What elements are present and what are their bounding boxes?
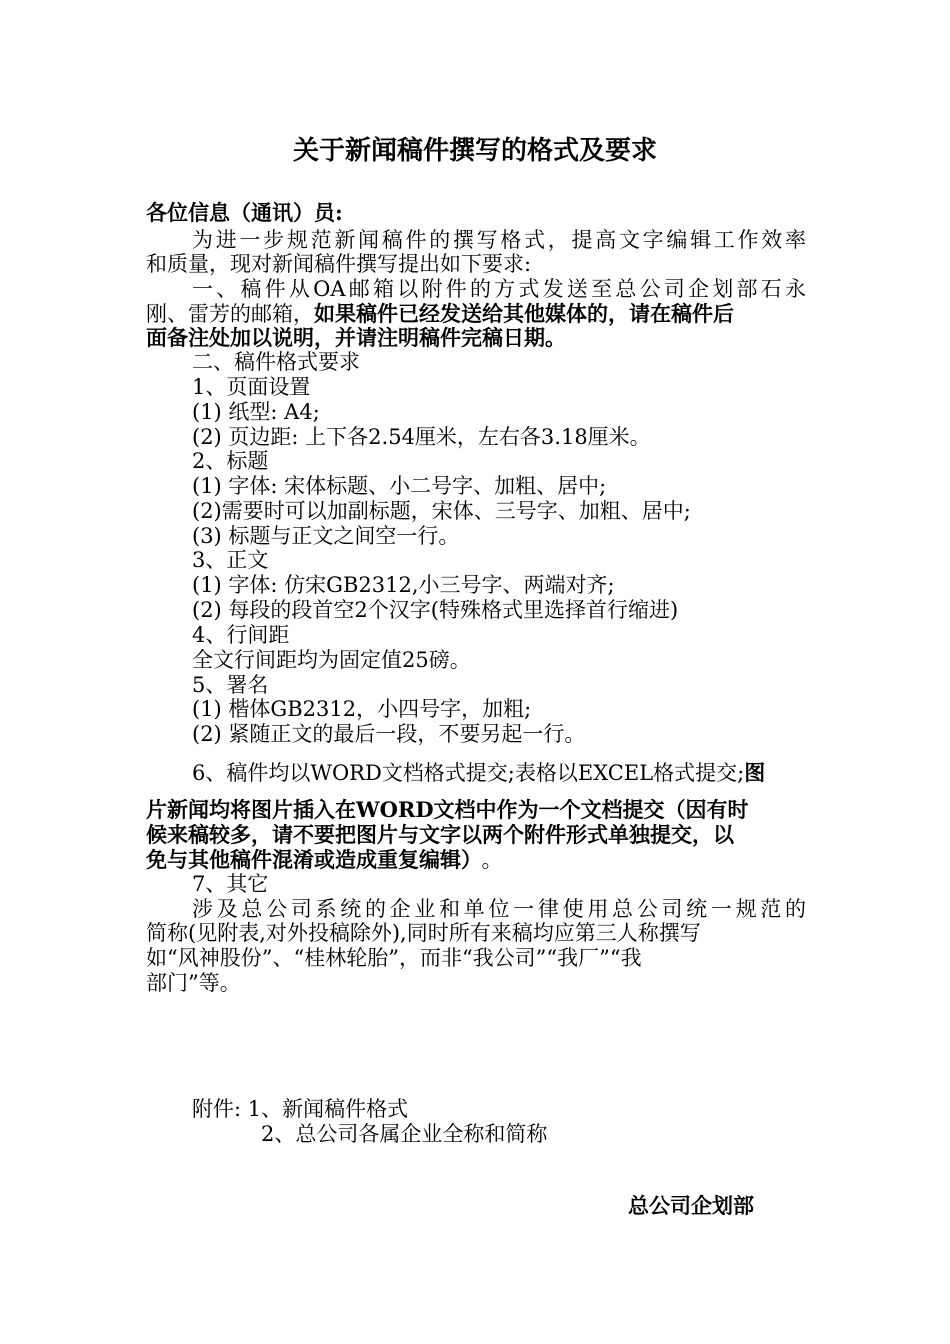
- item7-line-4: 部门”等。: [146, 971, 241, 995]
- item6-line-1-bold: 图: [744, 760, 766, 785]
- item7-line-3: 如“风神股份”、“桂林轮胎”，而非“我公司”“我厂”“我: [146, 946, 642, 970]
- attachments-line-2: 2、总公司各属企业全称和简称: [261, 1122, 548, 1146]
- spacing-heading: 4、行间距: [192, 623, 290, 647]
- intro-line-2: 和质量，现对新闻稿件撰写提出如下要求:: [146, 252, 532, 276]
- signature-format-item-2: (2) 紧随正文的最后一段，不要另起一行。: [192, 722, 586, 746]
- salutation: 各位信息（通讯）员:: [146, 200, 343, 225]
- signature-format-heading: 5、署名: [192, 673, 269, 697]
- document-title: 关于新闻稿件撰写的格式及要求: [292, 136, 657, 166]
- item6-line-2: 片新闻均将图片插入在WORD文档中作为一个文档提交（因有时: [146, 797, 749, 822]
- item6-line-3: 候来稿较多，请不要把图片与文字以两个附件形式单独提交，以: [146, 822, 734, 847]
- page-setup-item-2: (2) 页边距: 上下各2.54厘米，左右各3.18厘米。: [192, 425, 651, 449]
- section1-line-2-plain: 刚、雷芳的邮箱，: [146, 302, 314, 326]
- title-format-item-1: (1) 字体: 宋体标题、小二号字、加粗、居中;: [192, 474, 607, 498]
- title-format-item-2: (2)需要时可以加副标题，宋体、三号字、加粗、居中;: [192, 499, 691, 523]
- section2-heading: 二、稿件格式要求: [192, 350, 360, 374]
- item7-line-1: 涉及总公司系统的企业和单位一律使用总公司统一规范的: [192, 897, 806, 921]
- spacing-text: 全文行间距均为固定值25磅。: [192, 648, 471, 672]
- signature-format-item-1: (1) 楷体GB2312，小四号字，加粗;: [192, 697, 532, 721]
- item6-line-4-bold: 免与其他稿件混淆或造成重复编辑）: [146, 847, 472, 872]
- item7-heading: 7、其它: [192, 872, 269, 896]
- item6-line-1-plain: 6、稿件均以WORD文档格式提交;表格以EXCEL格式提交;: [192, 761, 745, 785]
- body-format-heading: 3、正文: [192, 548, 269, 572]
- item6-line-4: [146, 847, 503, 873]
- section1-line-2: [146, 301, 734, 327]
- item7-line-2: 简称(见附表,对外投稿除外),同时所有来稿均应第三人称撰写: [146, 921, 701, 945]
- section1-line-1: 一、稿件从OA邮箱以附件的方式发送至总公司企划部石永: [192, 277, 806, 301]
- title-format-item-3: (3) 标题与正文之间空一行。: [192, 524, 460, 548]
- page-setup-heading: 1、页面设置: [192, 375, 311, 399]
- item6-line-1: [192, 760, 765, 786]
- section1-line-2-bold: 如果稿件已经发送给其他媒体的，请在稿件后: [314, 301, 734, 326]
- item6-line-4-end: 。: [481, 848, 503, 872]
- body-format-item-1: (1) 字体: 仿宋GB2312,小三号字、两端对齐;: [192, 573, 615, 597]
- intro-line-1: 为进一步规范新闻稿件的撰写格式，提高文字编辑工作效率: [192, 228, 806, 252]
- body-format-item-2: (2) 每段的段首空2个汉字(特殊格式里选择首行缩进): [192, 598, 679, 622]
- page-setup-item-1: (1) 纸型: A4;: [192, 400, 320, 424]
- title-format-heading: 2、标题: [192, 449, 269, 473]
- attachments-line-1: 附件: 1、新闻稿件格式: [192, 1097, 409, 1121]
- section1-line-3: 面备注处加以说明，并请注明稿件完稿日期。: [146, 325, 566, 350]
- signature-department: 总公司企划部: [628, 1193, 754, 1218]
